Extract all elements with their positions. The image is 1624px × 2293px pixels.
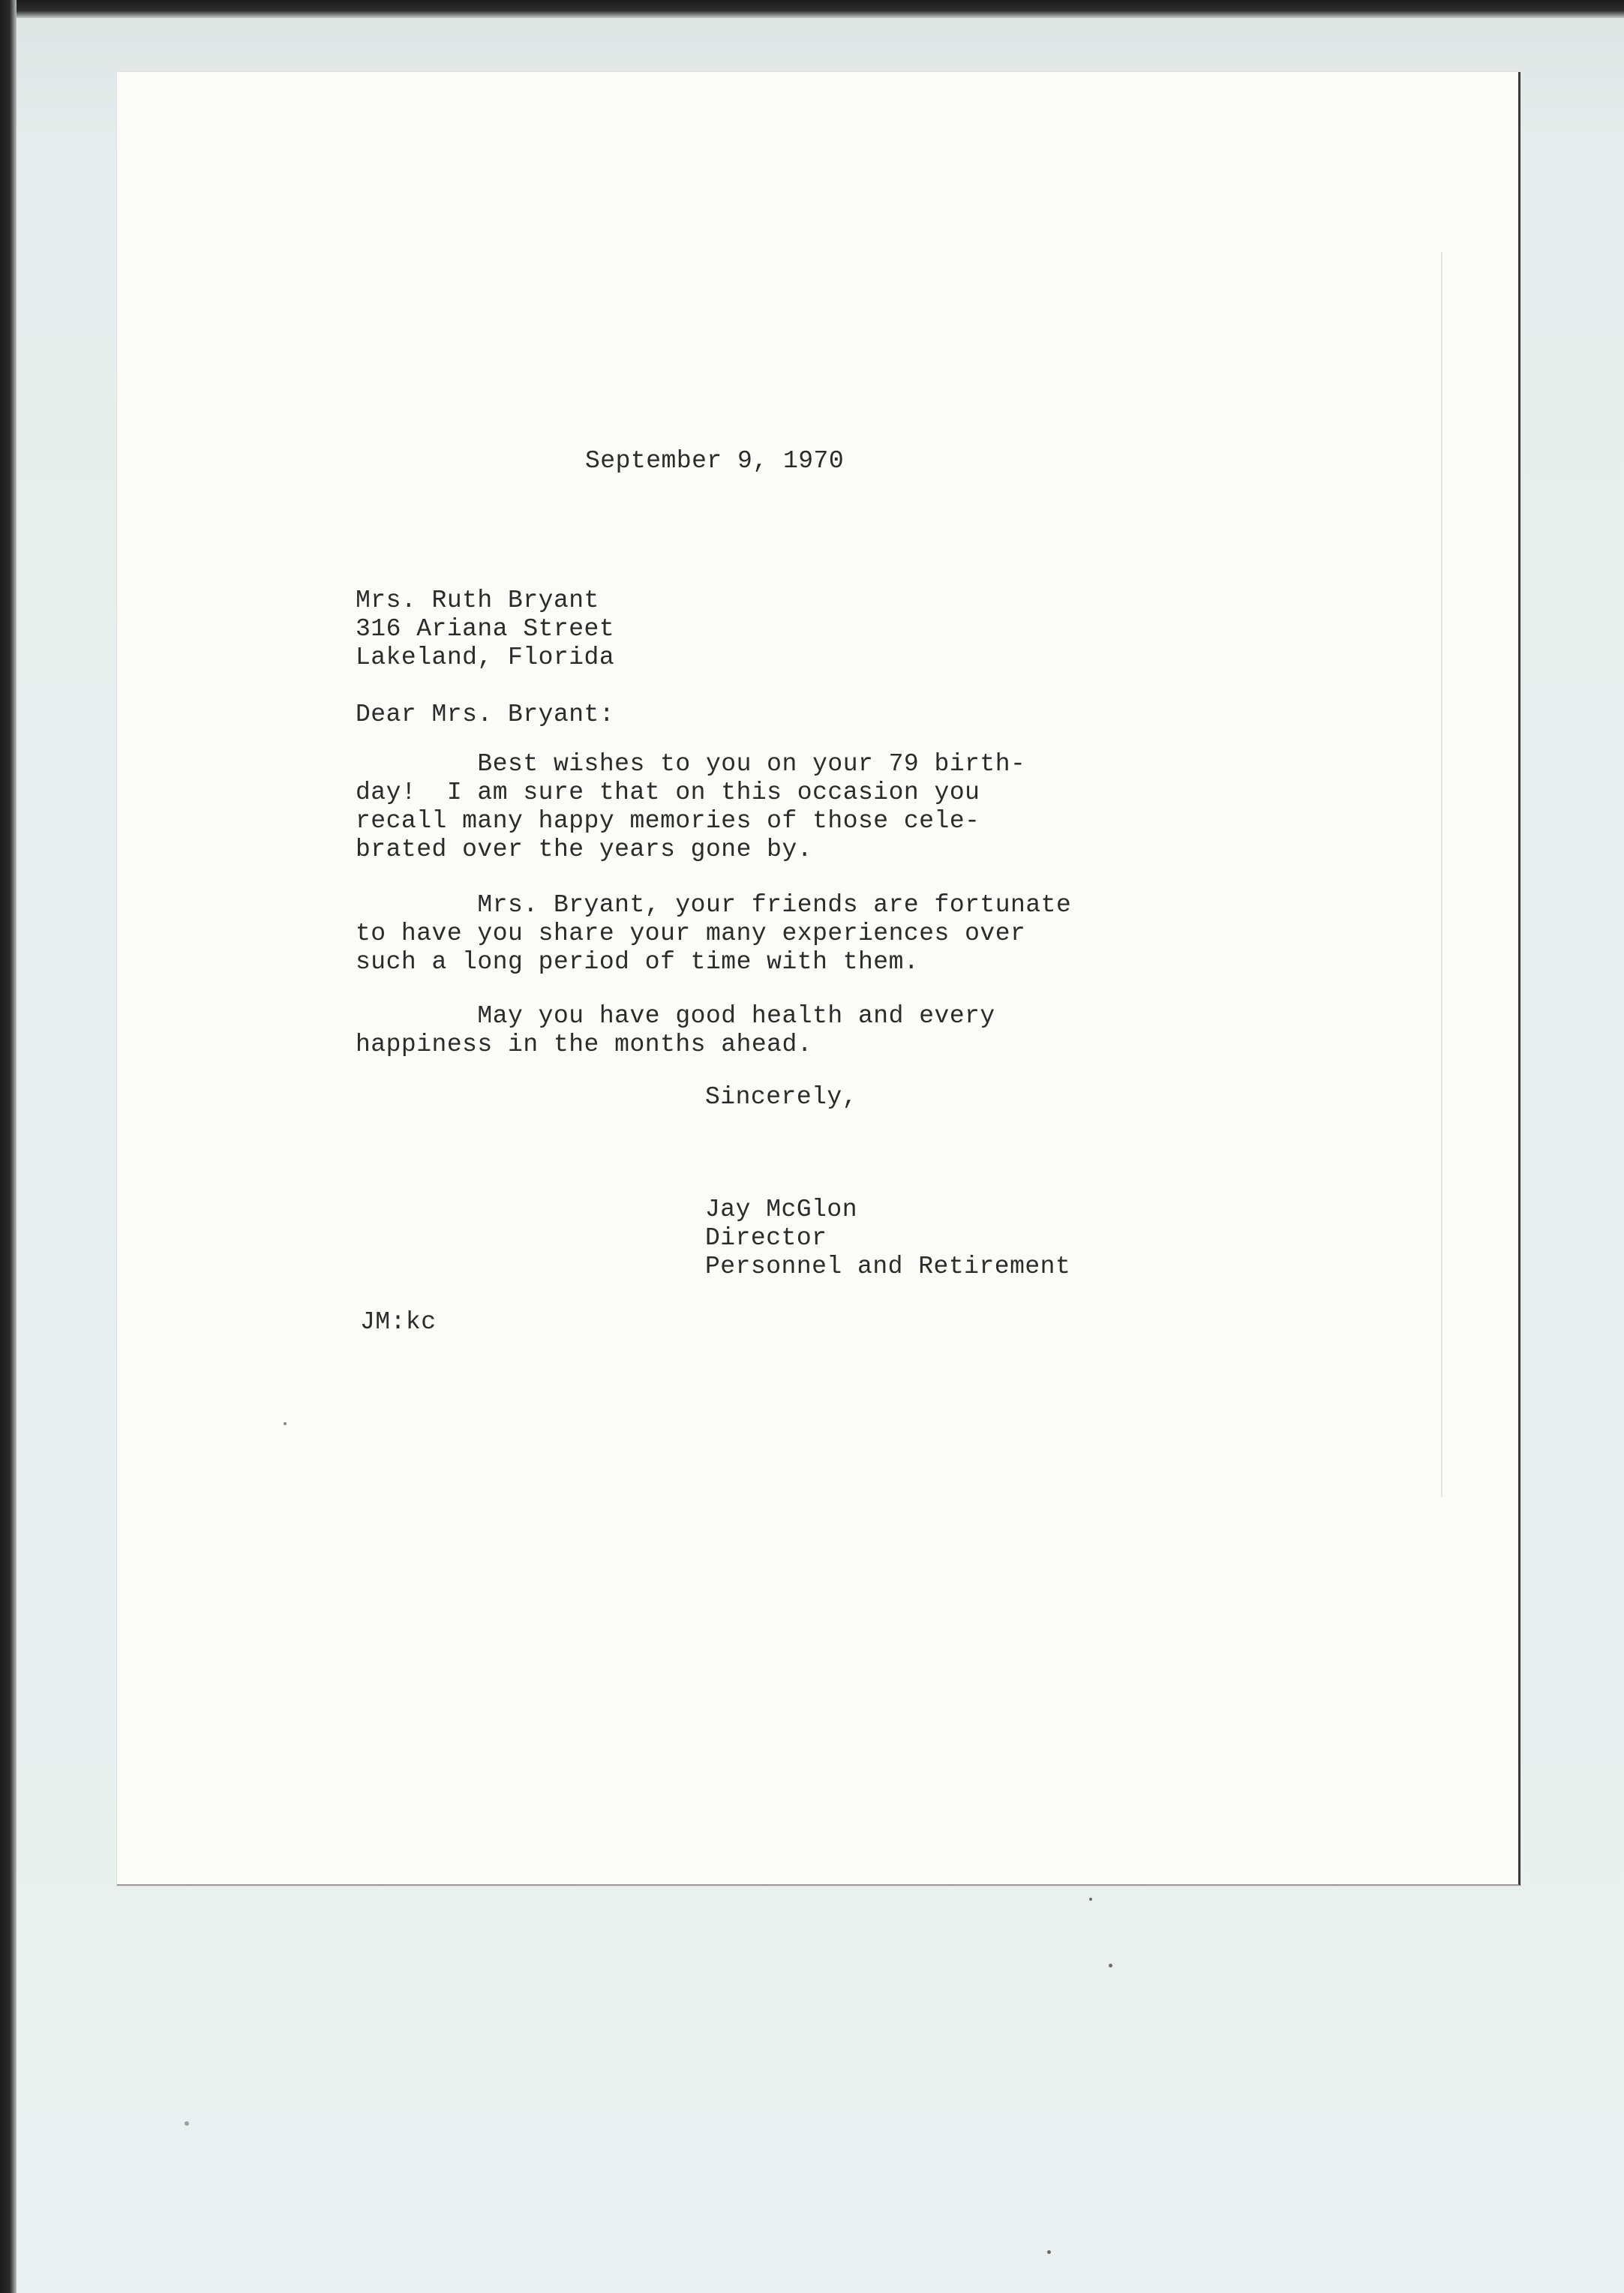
paragraph-2 (356, 891, 1071, 977)
dust-speck (1047, 2250, 1051, 2254)
signer-title: Director (705, 1224, 827, 1252)
letter-date: September 9, 1970 (585, 447, 845, 475)
dust-speck (1109, 1964, 1112, 1967)
dust-speck (1089, 1898, 1092, 1901)
dust-speck (185, 2121, 189, 2126)
scanner-left-edge (0, 0, 17, 2293)
paragraph-line: May you have good health and every (356, 1002, 995, 1030)
letter-body (117, 72, 1518, 1884)
recipient-street: 316 Ariana Street (356, 615, 615, 643)
paragraph-line: recall many happy memories of those cele- (356, 807, 980, 835)
letter-page (117, 72, 1520, 1886)
recipient-name: Mrs. Ruth Bryant (356, 587, 599, 614)
dust-speck (284, 1422, 287, 1425)
signer-department: Personnel and Retirement (705, 1253, 1071, 1280)
paragraph-line: brated over the years gone by. (356, 836, 813, 863)
paragraph-1 (356, 750, 1025, 864)
signature-block (705, 1196, 1070, 1281)
paragraph-line: Mrs. Bryant, your friends are fortunate (356, 891, 1072, 919)
salutation: Dear Mrs. Bryant: (356, 701, 615, 728)
closing: Sincerely, (705, 1083, 858, 1111)
paragraph-line: day! I am sure that on this occasion you (356, 779, 980, 806)
recipient-address (356, 587, 614, 672)
paragraph-line: Best wishes to you on your 79 birth- (356, 750, 1026, 778)
paragraph-line: to have you share your many experiences over (356, 920, 1026, 947)
paragraph-3 (356, 1002, 995, 1059)
recipient-city: Lakeland, Florida (356, 644, 615, 671)
scanner-top-edge (0, 0, 1624, 18)
reference-initials: JM:kc (360, 1308, 437, 1336)
signer-name: Jay McGlon (705, 1196, 858, 1223)
paragraph-line: happiness in the months ahead. (356, 1031, 813, 1058)
paragraph-line: such a long period of time with them. (356, 948, 920, 976)
